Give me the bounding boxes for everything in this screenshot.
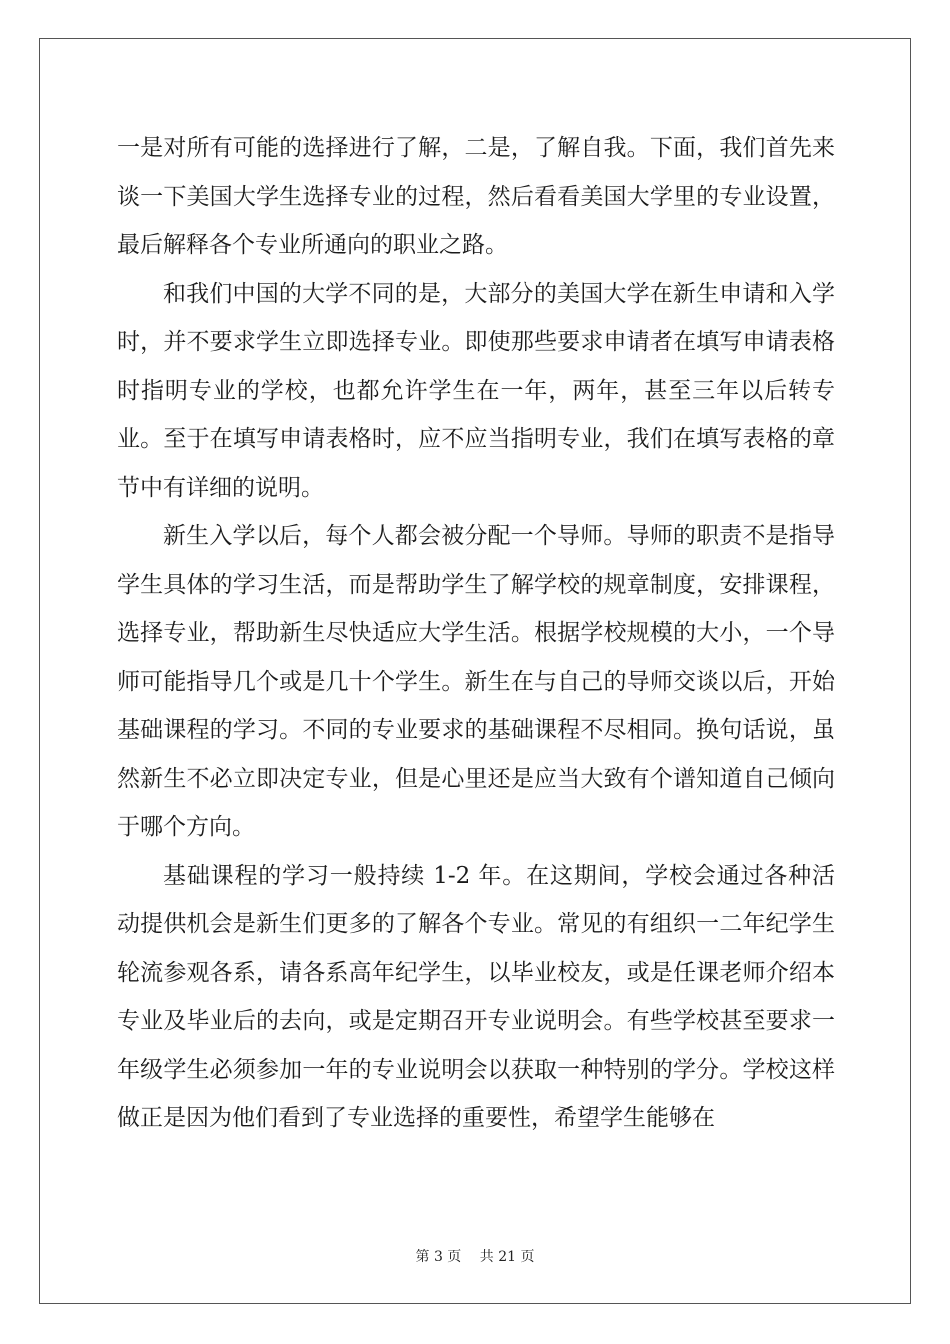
- paragraph-1: 一是对所有可能的选择进行了解，二是，了解自我。下面，我们首先来谈一下美国大学生选择专业的过程，然后看看美国大学里的专业设置，最后解释各个专业所通向的职业之路。: [117, 135, 835, 258]
- paragraph-3: 新生入学以后，每个人都会被分配一个导师。导师的职责不是指导学生具体的学习生活，而是帮助学生了解学校的规章制度，安排课程，选择专业，帮助新生尽快适应大学生活。根据学校规模的大小，一个导师可能指导几个或是几十个学生。新生在与自己的导师交谈以后，开始基础课程的学习。不同的专业要求的基础课程不尽相同。换句话说，虽然新生不必立即决定专业，但是心里还是应当大致有个谱知道自己倾向于哪个方向。: [117, 523, 835, 840]
- page-number-footer: 第 3 页 共 21 页: [415, 1249, 535, 1265]
- paragraph-2: 和我们中国的大学不同的是，大部分的美国大学在新生申请和入学时，并不要求学生立即选择专业。即使那些要求申请者在填写申请表格时指明专业的学校，也都允许学生在一年，两年，甚至三年以后转专业。至于在填写申请表格时，应不应当指明专业，我们在填写表格的章节中有详细的说明。: [117, 280, 835, 501]
- document-body: [117, 124, 835, 1143]
- paragraph-4: 基础课程的学习一般持续 1-2 年。在这期间，学校会通过各种活动提供机会是新生们更多的了解各个专业。常见的有组织一二年纪学生轮流参观各系，请各系高年纪学生，以毕业校友，或是任课老师介绍本专业及毕业后的去向，或是定期召开专业说明会。有些学校甚至要求一年级学生必须参加一年的专业说明会以获取一种特别的学分。学校这样做正是因为他们看到了专业选择的重要性，希望学生能够在: [117, 862, 835, 1131]
